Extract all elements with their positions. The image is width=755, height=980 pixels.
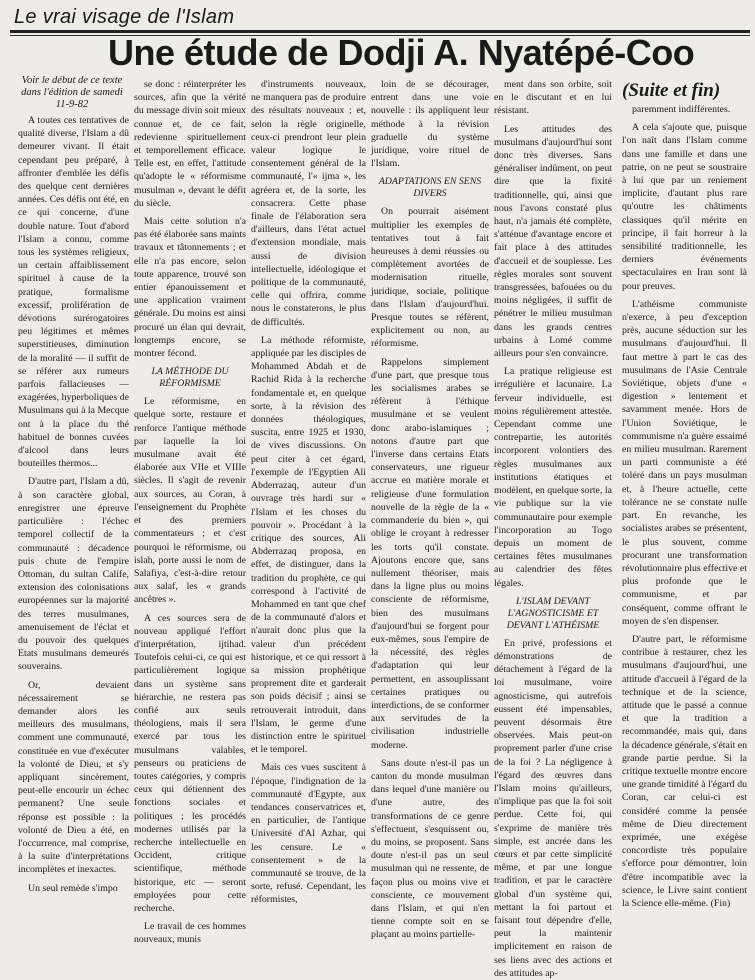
article-paragraph: loin de se décourager, entrent dans une voie nouvelle : ils appliquent leur méthode à la révision graduelle du système juridique, voire rituel de l'Islam.: [371, 79, 489, 170]
article-paragraph: A toutes ces tentatives de qualité diverse, l'Islam a dû demeurer vivant. Il était cependant peu préparé, à affronter d'emblée les défis des quelque cent dernières années. Ces défis ont été, en ce qui concerne, d'une double nature. Tout d'abord l'Islam a connu, comme tous les systèmes religieux, un certain affaiblissement spirituel à cause de la pratique, formalisme excessif, prolifération de dévotions surérogatoires peu légitimes et mêmes superstitieuses, diminution de la moralité — il suffit de se référer aux rumeurs parfois fallacieuses — exagérées, hyperboliques de Musulmans qui à la Mecque ont à la place du thé habituel de bonnes cuvées d'alcool dans leurs bouteilles thermos...: [18, 115, 130, 470]
article-paragraph: d'instruments nouveaux, ne manquera pas de produire des résultats nouveaux ; et, selon la règle originelle, ceux-ci prendront leur plein valeur logique le consentement général de la communauté, l'« ijma », les agréera et, de la sorte, les consacrera. Cette phase finale de l'élaboration sera d'ailleurs, dans l'état actuel d'extension mondiale, mais aussi de division intellectuelle, idéologique et politique de la communauté, celle qui offrira, comme nous le constaterons, le plus de difficultés.: [251, 79, 366, 328]
article-paragraph: paremment indifférentes.: [632, 104, 731, 115]
article-paragraph: La pratique religieuse est irrégulière et lacunaire. La ferveur individuelle, est moins régulièrement attestée. Cependant comme une contrepartie, les autorités incorporent volontiers des règles musulmanes aux institutions étatiques et modèlent, en quelque sorte, la vie publique sur la vie communautaire pour exemple l'incorporation au Togo depuis un moment de certaines fêtes musulmanes au calendrier des fêtes légales.: [494, 366, 612, 589]
article-paragraph: Les attitudes des musulmans d'aujourd'hui sont donc très diverses. Sans généraliser indûment, on peut dire que la fixité traditionnelle, qui, ainsi que nous l'avons constaté plus haut, n'a jamais été complète, s'atténue d'avantage encore et fait place à des attitudes d'accueil et de souplesse. Les règles morales sont souvent transgressées, bafouées ou du moins négligées, il suffit de pénétrer le milieu musulman dans les grands centres urbains à Lomé comme ailleurs pour s'en convaincre.: [494, 123, 612, 360]
article-paragraph: Le travail de ces hommes nouveaux, munis: [134, 921, 246, 946]
article-column-2: [134, 78, 246, 946]
article-paragraph: En privé, professions et démonstrations de détachement à l'égard de la loi musulmane, voire agnosticisme, qui autrefois eussent été impensables, peuvent désormais être observées. Mais peut-on proprement parler d'une crise de la foi ? La négligence à l'égard des œuvres dans l'Islam moins qu'ailleurs, n'implique pas que la foi soit perdue. Cette foi, qui s'exprime de manière très simple, est ancrée dans les cœurs et par cette simplicité même, et par une longue tradition, et par le caractère global d'un système qui, mettant la foi partout et faisant tout dépendre d'elle, peut la maintenir implicitement en raison de ses liens avec des actions et des attitudes ap-: [494, 637, 612, 979]
article-column-4: [371, 78, 489, 941]
article-paragraph: L'athéisme communiste n'exerce, à peu d'exception près, aucune séduction sur les musulmans d'aujourd'hui. Il faut mettre à part le cas des musulmans de l'Asie Centrale Soviétique, objets d'une « digestion » lentement et savamment menée. Hors de l'Union Soviétique, le communisme n'a guère essaimé en milieu musulman. Rarement un parti communiste a été toléré dans un pays musulman et, à l'heure actuelle, cette tolérance ne se constate nulle part. En revanche, les socialistes arabes se présentent, le plus souvent, comme procurant une transformation révolutionnaire plus effective et plus profonde que le communisme, et par conséquent, comme offrant le moyen de s'en dispenser.: [622, 298, 747, 627]
article-paragraph: On pourrait aisément multiplier les exemples de tentatives tout à fait heureuses à demi réussies ou complètement avortées de modernisation rituelle, juridique, sociale, politique dans l'Islam d'aujourd'hui. Presque toutes se réfèrent, explicitement ou non, au réformisme.: [371, 206, 489, 350]
article-paragraph: La méthode réformiste, appliquée par les disciples de Mohammed Abdah et de Rachid Rida à la recherche fondamentale et, en quelque sorte, à la révision des données théologiques, suscita, entre 1925 et 1930, de vives discussions. On peut citer à cet égard, l'exemple de l'Egyptien Ali Abderrazaq, auteur d'un ouvrage très hardi sur « l'Islam et les choses du pouvoir ». Procédant à la critique des sources, Ali Abderrazaq proposa, en effet, de distinguer, dans la tradition du prophète, ce qui correspond à l'activité de Mohammed en tant que chef de la communauté d'alors et n'aurait donc plus que la valeur d'un précédent historique, et ce qui ressort à sa mission prophétique proprement dite et garderait son poids décisif ; ainsi se retrouverait introduit, dans l'Islam, le germe d'une distinction entre le spirituel et le temporel.: [251, 334, 366, 756]
article-paragraph: Mais cette solution n'a pas été élaborée sans maints travaux et tâtonnements ; et elle n'a pas encore, selon toute apparence, trouvé son entier épanouissement et une application vraiment générale. Du moins est ainsi procuré un élan qui devrait, longtemps encore, se montrer fécond.: [134, 216, 246, 360]
intro-note: Voir le début de ce texte dans l'édition de samedi 11-9-82: [21, 75, 123, 110]
article-paragraph: Sans doute n'est-il pas un canton du monde musulman dans lequel d'une manière ou d'une autre, des transformations de ce genre s'effectuent, s'esquissent ou, du moins, se proposent. Sans doute n'est-il pas un seul musulman qui ne ressente, de façon plus ou moins vive et consciente, ce mouvement dans l'Islam, et qui n'en tienne compte soit en se plaçant au moins partielle-: [371, 757, 489, 941]
article-column-1: [18, 114, 130, 894]
article-paragraph: A ces sources sera de nouveau appliqué l'effort d'interprétation, ijtihad. Toutefois celui-ci, ce qui est particulièrement logique dans un système sans hiérarchie, ne restera pas confié aux seuls théologiens, mais il sera exercé par tous les musulmans valables, penseurs ou praticiens de toutes catégories, y compris ceux qui détiennent des fonctions sociales et politiques ; les procédés modernes utilisés par la recherche intellectuelle en Occident, critique scientifique, méthode historique, etc — seront employées pour cette recherche.: [134, 612, 246, 914]
section-subheading: ADAPTATIONS EN SENS DIVERS: [378, 176, 482, 200]
section-subheading: LA MÉTHODE DU RÉFORMISME: [151, 366, 229, 390]
section-subheading: L'ISLAM DEVANT L'AGNOSTICISME ET DEVANT L'ATHÉISME: [506, 595, 600, 631]
article-paragraph: Or, devaient nécessairement se demander alors les meilleurs des musulmans, comment une communauté, constituée en vue d'exécuter la volonté de Dieu, et s'y appliquant sincèrement, peut-elle encourir un échec permanent? Une seule réponse est possible : la volonté de Dieu a été, en l'occurrence, mal comprise, à la suite d'interprétations incomplètes et inexactes.: [18, 679, 129, 876]
article-paragraph: se donc : réinterpréter les sources, afin que la vérité du message divin soit mieux connue et, de ce fait, redevienne spirituellement et temporellement efficace. Telle est, en effet, l'attitude qu'adopte le « réformisme musulman », devant le défit du siècle.: [134, 79, 246, 209]
article-paragraph: D'autre part, le réformisme contribue à restaurer, chez les musulmans d'aujourd'hui, une attitude d'accueil à l'égard de la technique et de la science, attitude que le passé a connue et que la tradition a recommandée, mais qui, dans la décadence générale, s'était en grande partie perdue. Si la critique textuelle montre encore une grande timidité à l'égard du Coran, car celui-ci est considéré comme la pensée même de Dieu directement exprimée, une exégèse concordiste très populaire s'efforce pour démontrer, loin d'être incompatible avec la science, le Livre saint contient la Science elle-même. (Fin): [622, 633, 747, 909]
article-column-5: [494, 78, 612, 979]
article-paragraph: Un seul remède s'impo: [28, 882, 118, 894]
article-column-3: [251, 78, 366, 906]
continuation-note: (Suite et fin): [622, 80, 721, 101]
article-paragraph: Le réformisme, en quelque sorte, restaure et renforce l'antique méthode par laquelle la loi musulmane avait été élaborée aux VIIe et VIIIe siècles. Il s'agit de revenir aux sources, au Coran, à l'enseignement du Prophète et des premiers commentateurs ; et c'est pourquoi le réformisme, ou islah, porte aussi le nom de Salafiya, c'est-à-dire retour aux salaf, les « grands ancêtres ».: [134, 396, 246, 606]
section-rubric: Le vrai visage de l'Islam: [14, 6, 235, 28]
article-column-6: [622, 103, 747, 909]
article-headline: Une étude de Dodji A. Nyatépé-Coo: [108, 32, 695, 73]
article-paragraph: A cela s'ajoute que, puisque l'on naît dans l'Islam comme dans une famille et dans une patrie, on ne peut se soustraire à lui que par un reniement implicite, d'autant plus rare qu'outre les châtiments classiques qu'il mérite en principe, il fait horreur à la sensibilité traditionnelle, les derniers événements spectaculaires en Iran sont là pour preuves.: [622, 122, 747, 292]
article-paragraph: Mais ces vues suscitent à l'époque, l'indignation de la communauté d'Egypte, aux tendances conservatrices et, en particulier, de l'antique Université d'Al Azhar, qui les censure. Le « consentement » de la communauté se trouve, de la sorte, refusé. Cependant, les réformistes,: [251, 762, 366, 906]
article-paragraph: Rappelons simplement d'une part, que presque tous les socialismes arabes se réfèrent à l'éthique musulmane et se veulent donc arabo-islamiques ; notons d'autre part que l'inverse dans certains Etats conservateurs, une rigueur accrue en matière morale et religieuse d'une formulation nouvelle de la règle de la « commanderie du bien », qui oblige le croyant à redresser les torts qu'il constate. Ajoutons encore que, sans nullement théoriser, mais dans la ligne plus ou moins consciente de réformisme, bien des musulmans d'aujourd'hui se forgent pour eux-mêmes, sous l'empire de la nécessité, des règles d'adaptation qui leur permettent, en assouplissant certaines pratiques ou interdictions, de se conformer aux servitudes de la civilisation industrielle moderne.: [371, 356, 489, 751]
article-paragraph: D'autre part, l'Islam a dû, à son caractère global, enregistrer une épreuve particulière : l'échec temporel collectif de la communauté : décadence puis chute de l'empire Ottoman, du sultan Calife, extension des colonisations européennes sur la majorité des terres musulmanes, amenuisement de l'éclat et du pouvoir des quelques Etats musulmans demeurés souverains.: [18, 476, 129, 673]
article-paragraph: ment dans son orbite, soit en le discutant et en lui résistant.: [494, 79, 612, 117]
